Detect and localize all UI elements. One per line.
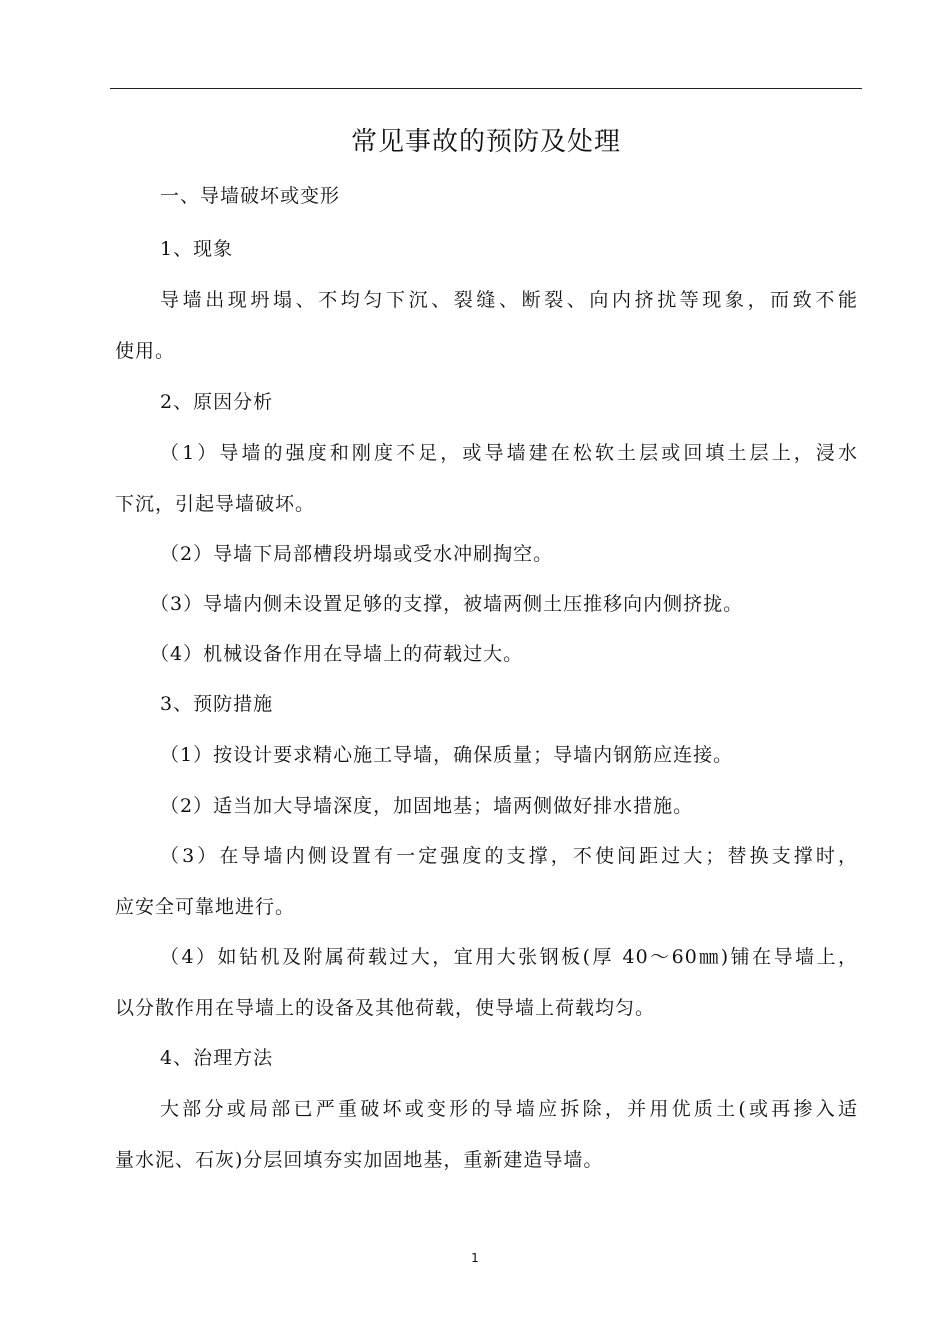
paragraph-line: 大部分或局部已严重破坏或变形的导墙应拆除，并用优质土(或再掺入适 bbox=[160, 1098, 858, 1120]
paragraph-line: 导墙出现坍塌、不均匀下沉、裂缝、断裂、向内挤扰等现象，而致不能 bbox=[160, 289, 858, 311]
list-item-line: （2）适当加大导墙深度，加固地基；墙两侧做好排水措施。 bbox=[160, 795, 694, 817]
page-number: 1 bbox=[471, 1251, 479, 1265]
header-rule bbox=[110, 88, 862, 89]
list-item-line: 应安全可靠地进行。 bbox=[115, 896, 296, 918]
subheading-treatment: 4、治理方法 bbox=[160, 1047, 274, 1069]
list-item-line: 以分散作用在导墙上的设备及其他荷载，使导墙上荷载均匀。 bbox=[115, 997, 656, 1019]
subheading-phenomenon: 1、现象 bbox=[160, 238, 234, 260]
page-title: 常见事故的预防及处理 bbox=[350, 127, 621, 157]
list-item-line: （1）按设计要求精心施工导墙，确保质量；导墙内钢筋应连接。 bbox=[160, 744, 734, 766]
list-item-line: 下沉，引起导墙破坏。 bbox=[115, 493, 316, 515]
list-item-line: （3）在导墙内侧设置有一定强度的支撑，不使间距过大；替换支撑时， bbox=[160, 845, 858, 867]
subheading-prevention: 3、预防措施 bbox=[160, 693, 274, 715]
list-item-line: （1）导墙的强度和刚度不足，或导墙建在松软土层或回填土层上，浸水 bbox=[160, 442, 858, 464]
list-item-line: （4）机械设备作用在导墙上的荷载过大。 bbox=[150, 643, 524, 665]
paragraph-line: 使用。 bbox=[115, 340, 176, 362]
paragraph-line: 量水泥、石灰)分层回填夯实加固地基，重新建造导墙。 bbox=[115, 1149, 604, 1171]
subheading-cause-analysis: 2、原因分析 bbox=[160, 391, 274, 413]
section-heading-1: 一、导墙破坏或变形 bbox=[160, 185, 341, 207]
list-item-line: （4）如钻机及附属荷载过大，宜用大张钢板(厚 40～60㎜)铺在导墙上， bbox=[160, 946, 858, 968]
list-item-line: （2）导墙下局部槽段坍塌或受水冲刷掏空。 bbox=[160, 543, 554, 565]
list-item-line: （3）导墙内侧未设置足够的支撑，被墙两侧土压推移向内侧挤拢。 bbox=[150, 593, 744, 615]
